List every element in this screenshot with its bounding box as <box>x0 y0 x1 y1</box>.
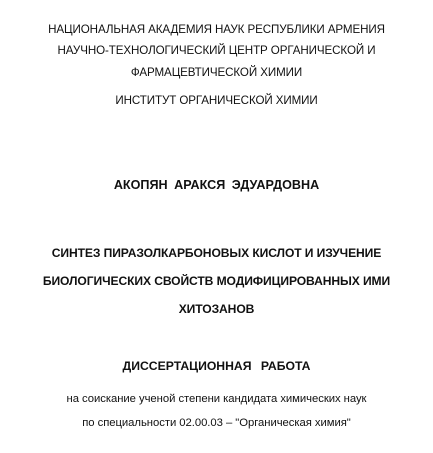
institution-line-2: НАУЧНО-ТЕХНОЛОГИЧЕСКИЙ ЦЕНТР ОРГАНИЧЕСКОЙ И <box>57 44 376 57</box>
document-type: ДИССЕРТАЦИОННАЯ РАБОТА <box>122 359 311 373</box>
institution-line-3: ФАРМАЦЕВТИЧЕСКОЙ ХИМИИ <box>130 66 303 79</box>
thesis-title-line-1: СИНТЕЗ ПИРАЗОЛКАРБОНОВЫХ КИСЛОТ И ИЗУЧЕНИЕ <box>51 246 382 260</box>
degree-line-1: на соискание ученой степени кандидата химических наук <box>66 393 367 405</box>
thesis-title-line-2: БИОЛОГИЧЕСКИХ СВОЙСТВ МОДИФИЦИРОВАННЫХ ИМИ <box>42 274 391 288</box>
degree-line-2: по специальности 02.00.03 – "Органическая химия" <box>82 417 351 429</box>
thesis-title-line-3: ХИТОЗАНОВ <box>178 302 255 316</box>
institution-line-4: ИНСТИТУТ ОРГАНИЧЕСКОЙ ХИМИИ <box>115 94 318 107</box>
institution-line-1: НАЦИОНАЛЬНАЯ АКАДЕМИЯ НАУК РЕСПУБЛИКИ АРМЕНИЯ <box>48 23 385 36</box>
author-name: АКОПЯН АРАКСЯ ЭДУАРДОВНА <box>113 178 320 192</box>
